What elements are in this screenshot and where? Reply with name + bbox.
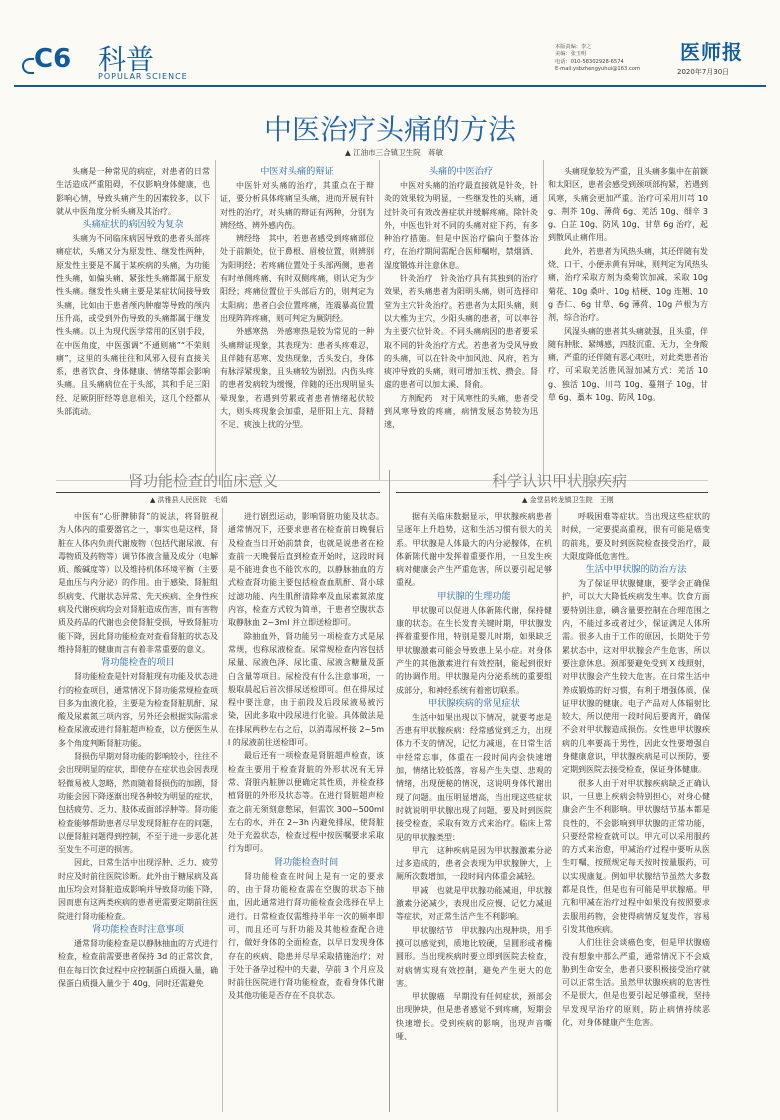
newspaper-logo: 医师报 (680, 40, 743, 64)
paragraph: 中医针对头痛的治疗，其重点在于辩证，要分析具体疼痛呈头痛，进而开展有针对性的治疗，对头痛的辩证有两种，分别为辨经络、辨外感内伤。 (220, 181, 374, 230)
paragraph: 甲亢 这种疾病是因为甲状腺激素分泌过多造成的，患者会表现为甲状腺肿大，上厕所次数增加，一段时间内体重会减轻。 (396, 845, 552, 882)
article-byline: ▲ 江油市三合镇卫生院 蒋敏 (345, 148, 444, 157)
article-column (58, 510, 218, 990)
header-rule (14, 85, 766, 87)
article-column (384, 165, 538, 432)
paragraph: 据有关临床数据显示，甲状腺疾病患者呈逐年上升趋势，这和生活习惯有很大的关系。甲状腺是人体最大的内分泌腺体，在机体新陈代谢中发挥着重要作用，一旦发生疾病对健康会产生严重危害，所以要引起足够重视。 (396, 512, 552, 588)
issue-date: 2020年7月30日 (677, 68, 730, 76)
paragraph: 肾损伤早期对肾功能的影响较小，往往不会出现明显的症状，即使存在症状也会因表现轻微易被人忽略，然而随着肾损伤的加剧，肾功能会因下降逐渐出现各种较为明显的症状，包括疲劳、乏力、肢体或面部浮肿等。肾功能检查能够帮助患者尽早发现肾脏存在的问题，以便肾脏问题得到控制，不至于进一步恶化甚至发生不可逆的损害。 (58, 752, 218, 855)
paragraph: 通常肾功能检查是以静脉抽血的方式进行检查，检查前需要患者保持 3d 的正常饮食，但在每日饮食过程中应控制蛋白质摄入量，确保蛋白质摄入量少于 40g，同时还需避免 (58, 938, 218, 988)
subheading: 甲状腺疾病的常见症状 (428, 697, 520, 709)
article-byline: ▲ 金堂县转龙镇卫生院 王刚 (522, 496, 614, 504)
article-divider (389, 470, 390, 1112)
title-rule (396, 492, 708, 493)
paragraph: 最后还有一项检查是肾脏超声检查，该检查主要用于检查肾脏的外形状况有无异常、肾脏内脏肿以便确定其性质，并检查移植肾脏的外形及状态等。在进行肾脏超声检查之前无须刻意憋尿，但需饮 300~500ml 左右的水，并在 2~3h 内避免排尿，使肾脏处于充盈状态，检查过程中按医嘱要求采取行为即可。 (228, 751, 384, 854)
paragraph: 为了保证甲状腺健康，要学会正确保护，可以大大降低疾病发生率。饮食方面要特别注意，碘含量要控制在合理范围之内，不能过多或者过少，保证满足人体所需。很多人由于工作的原因，长期处于劳累状态中，这对甲状腺会产生危害，所以要注意休息。颈部要避免受到 X 线照射，对甲状腺会产生较大危害。在日常生活中养成锻炼的好习惯，有利于增强体质，保证甲状腺的健康。电子产品对人体辐射比较大，所以使用一段时间后要离开，确保不会对甲状腺造成损伤。女性患甲状腺疾病的几率要高于男性，因此女性要增强自身健康意识，甲状腺疾病是可以预防，要定期到医院去接受检查，保证身体健康。 (562, 579, 710, 775)
credit-line: 电话：010-58302928-6574 (555, 58, 624, 65)
section-title: 科普 (98, 43, 155, 76)
column-divider (379, 160, 380, 480)
subheading: 肾功能检查时间 (273, 856, 339, 868)
page-number: C6 (34, 44, 72, 74)
paragraph: 外感寒热 外感寒热是较为常见的一种头痛辩证现象，其表现为：患者头疼难忍，且伴随有恶寒、发热现象，舌头发白，身体有脉浮紧现象，且头痛较为剧烈。内伤头疼的患者发病较为缓慢，伴随的还出现明显头晕现象，若遇到劳累或者患者情绪起伏较大，则头疼现象会加重，是肝阳上亢、肾精不足、痰浊上扰的分型。 (220, 327, 374, 430)
paragraph: 很多人由于对甲状腺疾病缺乏正确认识，一旦患上疾病会特别担心，对身心健康会产生不利影响。甲状腺结节基本都是良性的，不会影响到甲状腺的正常功能，只要经常检查就可以。甲亢可以采用服药的方式来治愈，甲减治疗过程中要听从医生叮嘱，按照规定每天按时按量服药，可以实现康复。例如甲状腺结节虽然大多数都是良性，但是也有可能是甲状腺癌。甲亢和甲减在治疗过程中如果没有按照要求去服用药物，会使得病情反复发作，容易引发其他疾病。 (562, 778, 710, 934)
subheading: 甲状腺的生理功能 (437, 590, 511, 602)
column-divider (557, 508, 558, 1112)
subheading: 肾功能检查时注意事项 (92, 923, 184, 935)
paragraph: 方剂配药 对于风寒性的头痛，患者受到风寒导致的疼痛，病情发展态势较为迅速， (384, 393, 538, 430)
column-divider (215, 160, 216, 480)
subheading: 头痛症状的病因较为复杂 (82, 219, 184, 231)
paragraph: 进行剧烈运动，影响肾脏功能及状态。通常情况下，还要求患者在检查前日晚餐后及检查当日开始前禁食，也就是说患者在检查前一天晚餐后直到检查开始时，这段时间是不能进食也不能饮水的，以静脉抽血的方式检查肾功能主要包括检查血肌酐、肾小球过滤功能、内生肌酐清除率及血尿素氮浓度内容，检查方式较为简单，于患者空腹状态取静脉血 2~3ml 并立即送检即可。 (228, 512, 384, 628)
credit-line: 美编：张玉明 (555, 51, 587, 58)
credit-line: E-mail:ysbzhengyuhui@163.com (555, 66, 641, 73)
credit-line: 本版责编：李之 (555, 44, 592, 50)
paragraph: 中医有“心肝脾肺肾”的说法，将肾脏视为人体内的重要器官之一，事实也是这样，肾脏在人体内负责代谢废物（包括代谢尿液、有毒物质及药物等）调节体液含量及成分（电解质、酸碱度等）以及维持机体环境平衡（主要是血压与内分泌）的作用。由于感染、肾脏组织病变、代谢状态异常、先天疾病、全身性疾病及代谢疾病均会对肾脏造成伤害，而有害物质及药品的代谢也会使肾脏受损，导致肾脏功能下降，因此肾功能检查对查看肾脏的状态及维持肾脏的健康而言有着非常重要的意义。 (58, 512, 218, 654)
paragraph: 甲状腺可以促进人体新陈代谢，保持健康的状态。在生长发育关键时期，甲状腺发挥着重要作用，特别是婴儿时期，如果缺乏甲状腺激素可能会导致患上呆小症。对身体产生的其他激素进行有效控制，能起到很好的协调作用。甲状腺是内分泌系统的重要组成部分，和神经系统有着密切联系。 (396, 605, 552, 695)
subheading: 头痛的中医治疗 (428, 166, 494, 177)
subheading: 中医对头痛的辩证 (260, 166, 334, 177)
title-rule (56, 492, 380, 493)
paragraph: 此外，若患者为风热头痛，其还伴随有发烧、口干、小便赤黄有异味，则判定为风热头痛，治疗采取方剂为桑菊饮加减，采取 10g 菊花、10g 桑叶、10g 桔梗、10g 连翘、10g 杏仁、6g 甘草、6g 薄荷、10g 芦根为方剂，综合治疗。 (548, 246, 708, 323)
editor-credits (555, 44, 675, 74)
section-subtitle: POPULAR SCIENCE (98, 72, 188, 81)
article-column (562, 510, 710, 1029)
paragraph: 呼吸困难等症状。当出现这些症状的时候，一定要提高重视，很有可能是癌变的前兆，要及时到医院检查接受治疗，最大限度降低危害性。 (562, 512, 710, 561)
column-divider (543, 160, 544, 480)
subheading: 肾功能检查的项目 (101, 657, 175, 669)
article-byline: ▲ 洪雅县人民医院 毛娟 (150, 496, 228, 504)
column-divider (222, 508, 223, 1112)
article-column (396, 510, 552, 1043)
paragraph: 因此，日常生活中出现浮肿、乏力、疲劳时应及时前往医院诊断。此外由于糖尿病及高血压均会对肾脏造成影响并导致肾功能下降，因而患有这两类疾病的患者更需要定期前往医院进行肾功能检查。 (58, 858, 218, 921)
paragraph: 针灸治疗 针灸治疗具有其独到的治疗效果，若头痛患者为阳明头痛，则可选择印堂为主穴针灸治疗。若患者为太阳头痛，则以大椎为主穴，少阳头痛的患者，可以率谷为主要穴位针灸。不同头痛病因的患者要采取不同的针灸治疗方式。若患者为受风导致的头痛，可以在针灸中加风池、风府，若为痰冲导致的头痛，则可增加玉枕、攒会。肾虚的患者可以加太溪、肾俞。 (384, 274, 538, 390)
paragraph: 除抽血外，肾功能另一项检查方式是尿常规，也称尿液检查。尿常规检查内容包括尿量、尿液色泽、尿比重、尿液含糖量及蛋白含量等项目。尿检没有什么注意事项，一般取晨起后首次排尿送检即可。但在排尿过程中要注意，由于前段及后段尿液易被污染，因此多取中段尿进行化验。具体做法是在排尿两秒左右之后，以消毒尿杯接 2~5ml 的尿液前往送检即可。 (228, 631, 384, 748)
article-column (228, 510, 384, 1003)
subheading: 生活中甲状腺的防治方法 (585, 564, 687, 576)
paragraph: 风湿头痛的患者其头痛就强，且头重，伴随有肿胀、紧缚感，四肢沉重、无力，全身酸痛，严重的还伴随有恶心呕吐，对此类患者治疗，可采取羌活胜风湿加减方式：羌活 10g、独活 10g、川芎 10g、蔓荆子 10g，甘草 6g、藁本 10g、防风 10g。 (548, 326, 708, 403)
paragraph: 肾功能检查在时间上是有一定的要求的，由于肾功能检查需在空腹的状态下抽血，因此通常进行肾功能检查会选择在早上进行。日常检查仅需维持半年一次的频率即可，而且还可与肝功能及其他检查配合进行，做好身体的全面检查，以早日发现身体存在的疾病、隐患并尽早采取措施治疗；对于处于备孕过程中的夫妻，孕前 3 个月应及时前往医院进行肾功能检查，查看身体代谢及其他功能是否存在不良状态。 (228, 871, 384, 1001)
article-title: 中医治疗头痛的方法 (263, 113, 516, 146)
paragraph: 生活中如果出现以下情况，就要考虑是否患有甲状腺疾病：经常感觉到乏力，出现体力不支的情况，记忆力减退，在日常生活中经常忘事，体重在一段时间内会快速增加，情绪比较低落，容易产生失望、悲观的情绪，出现便秘的情况，这说明身体代谢出现了问题。血压明显增高，当出现这些症状时就说明甲状腺出现了问题，要及时到医院接受检查，采取有效方式来治疗。临床上常见的甲状腺类型： (396, 712, 552, 842)
paragraph: 头痛为不同临床病因导致的患者头部疼痛症状，头痛又分为原发性、继发性两种，原发性主要是不属于某疾病的头痛，为功能性头痛，如偏头痛、紧张性头痛都属于原发性头痛。继发性头痛主要是某症状间接导致头痛，比如由于患者颅内肿瘤等导致的颅内压升高，或受到外伤导致的头痛都属于继发性头痛。以上为现代医学常用的区别手段，在中医角度，中医强调“不通则痛”“不荣则痛”，这里的头痛往往和风邪入侵有直接关系，患者饮食、身体健康、情绪等都会影响头痛。且头痛病位在于头部，其和手足三阳经、足厥阴肝经等息息相关，这几个经都从头部流动。 (56, 234, 210, 417)
paragraph: 中医对头痛的治疗最直接就是针灸，针灸的效果较为明显，一些继发性的头痛，通过针灸可有效改善症状并缓解疼痛。除针灸外，中医也针对不同的头痛对症下药，有多种治疗措施。但是中医治疗偏向于整体治疗，在治疗期间需配合医师嘱咐，禁烟酒、湿度锻炼并注意休息。 (384, 181, 538, 270)
paragraph: 辨经络 其中，若患者感受到疼痛部位处于前额处，位于鼻根、眉棱位置，则辨别为阳明经；若疼痛位置处于头部两侧，患者有时单侧疼痛、有时双侧疼痛，则认定为少阳经；疼痛位置位于头部后方的，则判定为太阳病；患者白会位置疼痛，连震暴高位置出现阵阵疼痛，则可判定为厥阴经。 (220, 234, 374, 323)
page-number-bracket (22, 58, 34, 74)
article-column (548, 165, 708, 404)
paragraph: 头痛是一种常见的病症，对患者的日常生活造成严重阻碍，不仅影响身体健康，也影响心情，导致头痛产生的因素较多，以下就从中医角度分析头痛及其治疗。 (56, 167, 210, 216)
article-title: 肾功能检查的临床意义 (128, 472, 279, 490)
article-title: 科学认识甲状腺疾病 (492, 472, 628, 490)
paragraph: 肾功能检查是针对肾脏现有功能及状态进行的检查项目，通常情况下肾功能常规检查项目多为血液化验，主要是为检查肾脏肌酐、尿酸及尿素氮三项内容，另外还会根据实际需求检查尿液或进行肾脏超声检查，以方便医生从多个角度判断肾脏功能。 (58, 672, 218, 748)
paragraph: 头痛现象较为严重，且头痛多集中在前额和太阳区，患者会感受到颈项部拘紧，若遇到风寒，头痛会更加严重。治疗可采用川芎 10g、荆芥 10g、薄荷 6g、羌活 10g、细辛 3g、白芷 10g、防风 10g、甘草 6g 治疗，起到散风止痛作用。 (548, 167, 708, 243)
article-column (56, 165, 210, 418)
article-column (220, 165, 374, 432)
paragraph: 甲状腺癌 早期没有任何症状，颈部会出现肿块，但是患者感觉不到疼痛，短期会快速增长。受到疾病的影响，出现声音嘶哑、 (396, 992, 552, 1041)
paragraph: 甲状腺结节 甲状腺内出现肿块，用手摸可以感觉到，质地比较硬，呈圆形或者椭圆形。当出现疾病时要立即到医院去检查，对病情实现有效控制，避免产生更大的危害。 (396, 925, 552, 988)
paragraph: 甲减 也就是甲状腺功能减退，甲状腺激素分泌减少，表现出反应慢、记忆力减退等症状，对正常生活产生不利影响。 (396, 885, 552, 922)
paragraph: 人们往往会谈癌色变，但是甲状腺癌没有想象中那么严重，通常情况下不会威胁到生命安全，患者只要积极接受治疗就可以正常生活。虽然甲状腺疾病的危害性不是很大，但是也要引起足够重视，坚持早发现早治疗的原则，防止病情持续恶化，对身体健康产生危害。 (562, 938, 710, 1027)
